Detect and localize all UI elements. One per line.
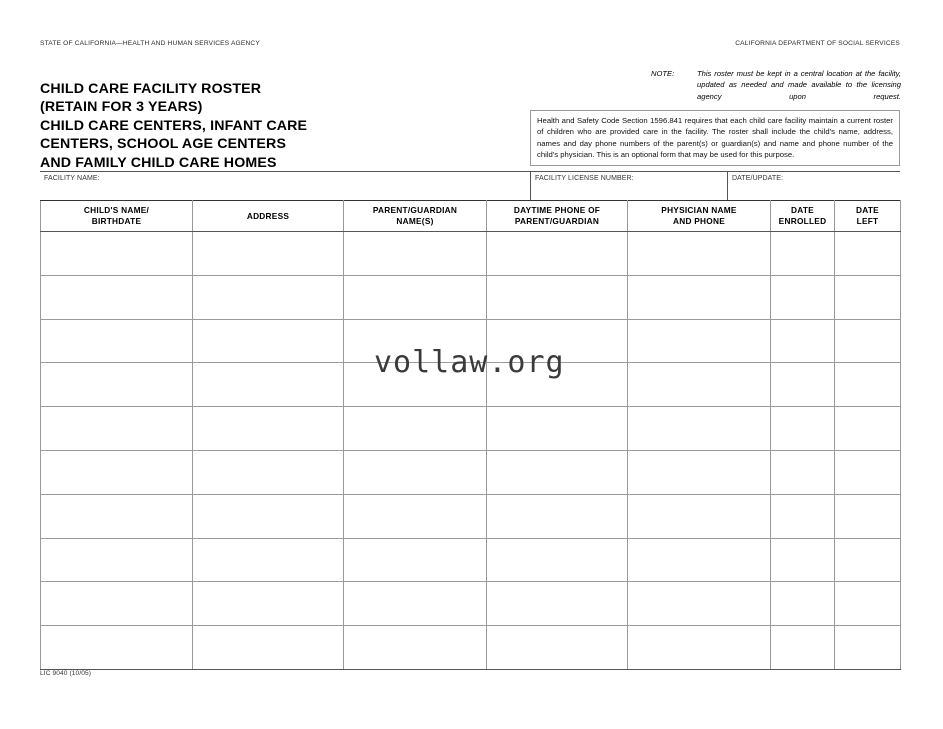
- title-line-3: CHILD CARE CENTERS, INFANT CARE: [40, 117, 308, 134]
- table-cell[interactable]: [771, 319, 835, 363]
- column-header-line2: ENROLLED: [778, 216, 827, 226]
- table-cell[interactable]: [835, 582, 901, 626]
- table-cell[interactable]: [344, 626, 487, 670]
- title-line-4: CENTERS, SCHOOL AGE CENTERS: [40, 136, 287, 153]
- table-row: [41, 363, 901, 407]
- roster-table-head: [41, 201, 901, 232]
- table-cell[interactable]: [835, 538, 901, 582]
- column-header-line2: AND PHONE: [672, 216, 726, 226]
- facility-info-row: [40, 172, 900, 200]
- table-cell[interactable]: [835, 407, 901, 451]
- facility-license-number-label: FACILITY LICENSE NUMBER:: [535, 175, 634, 182]
- table-cell[interactable]: [344, 494, 487, 538]
- column-header-address: [193, 201, 344, 232]
- table-cell[interactable]: [41, 626, 193, 670]
- column-header-line1: CHILD'S NAME/: [83, 205, 150, 216]
- table-row: [41, 538, 901, 582]
- department-label: CALIFORNIA DEPARTMENT OF SOCIAL SERVICES: [735, 40, 900, 47]
- table-cell[interactable]: [193, 275, 344, 319]
- table-row: [41, 450, 901, 494]
- table-cell[interactable]: [41, 363, 193, 407]
- note-label: NOTE:: [651, 69, 675, 78]
- statute-box: [530, 110, 900, 166]
- title-line-5: AND FAMILY CHILD CARE HOMES: [40, 154, 277, 171]
- table-cell[interactable]: [193, 494, 344, 538]
- table-cell[interactable]: [344, 407, 487, 451]
- table-cell[interactable]: [487, 626, 628, 670]
- column-header-line1: DATE: [856, 205, 879, 216]
- table-cell[interactable]: [344, 319, 487, 363]
- table-row: [41, 275, 901, 319]
- table-cell[interactable]: [487, 319, 628, 363]
- column-header-line1: DAYTIME PHONE OF: [513, 205, 601, 216]
- column-header-line1: ADDRESS: [246, 210, 290, 221]
- table-cell[interactable]: [771, 582, 835, 626]
- table-cell[interactable]: [41, 407, 193, 451]
- table-cell[interactable]: [344, 232, 487, 276]
- table-cell[interactable]: [835, 363, 901, 407]
- watermark: vollaw.org: [374, 345, 565, 380]
- table-cell[interactable]: [487, 275, 628, 319]
- table-cell[interactable]: [344, 363, 487, 407]
- table-cell[interactable]: [628, 319, 771, 363]
- table-cell[interactable]: [628, 275, 771, 319]
- column-header-line1: DATE: [791, 205, 814, 216]
- facility-license-number-field[interactable]: [530, 172, 727, 200]
- table-cell[interactable]: [487, 232, 628, 276]
- table-cell[interactable]: [771, 363, 835, 407]
- date-update-label: DATE/UPDATE:: [732, 175, 784, 182]
- table-row: [41, 626, 901, 670]
- table-cell[interactable]: [771, 407, 835, 451]
- table-cell[interactable]: [771, 275, 835, 319]
- table-cell[interactable]: [344, 538, 487, 582]
- column-header-child-name: [41, 201, 193, 232]
- table-cell[interactable]: [193, 319, 344, 363]
- table-cell[interactable]: [193, 363, 344, 407]
- statute-text: Health and Safety Code Section 1596.841 requires that each child care facility maintain a current roster of children who are provided care in the facility. The roster shall include the child's name, address, names and day phone numbers of the parent(s) or guardian(s) and name and phone number of the child's physician. This is an optional form that may be used for this purpose.: [537, 116, 893, 159]
- table-cell[interactable]: [771, 232, 835, 276]
- table-cell[interactable]: [193, 582, 344, 626]
- column-header-line2: NAME(S): [396, 216, 434, 226]
- roster-table: [40, 200, 901, 670]
- table-cell[interactable]: [835, 275, 901, 319]
- table-cell[interactable]: [487, 582, 628, 626]
- table-cell[interactable]: [628, 626, 771, 670]
- facility-name-field[interactable]: [40, 172, 530, 200]
- title-line-1: CHILD CARE FACILITY ROSTER: [40, 81, 262, 97]
- table-cell[interactable]: [41, 275, 193, 319]
- table-cell[interactable]: [193, 450, 344, 494]
- note-block: [651, 68, 901, 102]
- table-cell[interactable]: [41, 582, 193, 626]
- facility-name-label: FACILITY NAME:: [44, 175, 100, 182]
- table-row: [41, 232, 901, 276]
- column-header-line1: PARENT/GUARDIAN: [372, 205, 458, 216]
- table-cell[interactable]: [41, 232, 193, 276]
- note-text: This roster must be kept in a central location at the facility, updated as needed and made available to the licensing agency upon request.: [697, 69, 901, 101]
- column-header-physician: [628, 201, 771, 232]
- date-update-field[interactable]: [727, 172, 900, 200]
- table-cell[interactable]: [41, 319, 193, 363]
- table-cell[interactable]: [628, 232, 771, 276]
- table-cell[interactable]: [628, 450, 771, 494]
- column-header-parent-guardian-name: [344, 201, 487, 232]
- table-cell[interactable]: [344, 275, 487, 319]
- table-cell[interactable]: [628, 582, 771, 626]
- state-agency-label: STATE OF CALIFORNIA—HEALTH AND HUMAN SERVICES AGENCY: [40, 40, 260, 47]
- table-cell[interactable]: [835, 319, 901, 363]
- table-cell[interactable]: [41, 538, 193, 582]
- column-header-line2: LEFT: [856, 216, 879, 226]
- table-cell[interactable]: [628, 494, 771, 538]
- table-row: [41, 494, 901, 538]
- column-header-line2: BIRTHDATE: [91, 216, 142, 226]
- column-header-date-enrolled: [771, 201, 835, 232]
- table-cell[interactable]: [487, 407, 628, 451]
- column-header-daytime-phone: [487, 201, 628, 232]
- table-cell[interactable]: [628, 363, 771, 407]
- table-cell[interactable]: [193, 407, 344, 451]
- form-title: [40, 80, 500, 172]
- table-cell[interactable]: [487, 363, 628, 407]
- table-cell[interactable]: [771, 626, 835, 670]
- roster-header-row: [41, 201, 901, 232]
- table-cell[interactable]: [628, 538, 771, 582]
- table-cell[interactable]: [41, 494, 193, 538]
- table-cell[interactable]: [193, 538, 344, 582]
- table-cell[interactable]: [487, 450, 628, 494]
- table-cell[interactable]: [771, 494, 835, 538]
- table-row: [41, 319, 901, 363]
- table-cell[interactable]: [344, 450, 487, 494]
- table-cell[interactable]: [835, 626, 901, 670]
- table-cell[interactable]: [835, 450, 901, 494]
- table-cell[interactable]: [487, 494, 628, 538]
- table-row: [41, 582, 901, 626]
- table-cell[interactable]: [835, 494, 901, 538]
- column-header-line2: PARENT/GUARDIAN: [514, 216, 600, 226]
- column-header-line1: PHYSICIAN NAME: [661, 205, 737, 216]
- table-cell[interactable]: [41, 450, 193, 494]
- form-number-footer: LIC 9040 (10/05): [40, 670, 92, 677]
- column-header-date-left: [835, 201, 901, 232]
- agency-header: [40, 40, 900, 47]
- table-cell[interactable]: [344, 582, 487, 626]
- title-line-2: (RETAIN FOR 3 YEARS): [40, 99, 203, 116]
- roster-table-body: [41, 232, 901, 670]
- table-row: [41, 407, 901, 451]
- table-cell[interactable]: [487, 538, 628, 582]
- table-cell[interactable]: [628, 407, 771, 451]
- table-cell[interactable]: [771, 538, 835, 582]
- table-cell[interactable]: [835, 232, 901, 276]
- table-cell[interactable]: [193, 626, 344, 670]
- table-cell[interactable]: [193, 232, 344, 276]
- table-cell[interactable]: [771, 450, 835, 494]
